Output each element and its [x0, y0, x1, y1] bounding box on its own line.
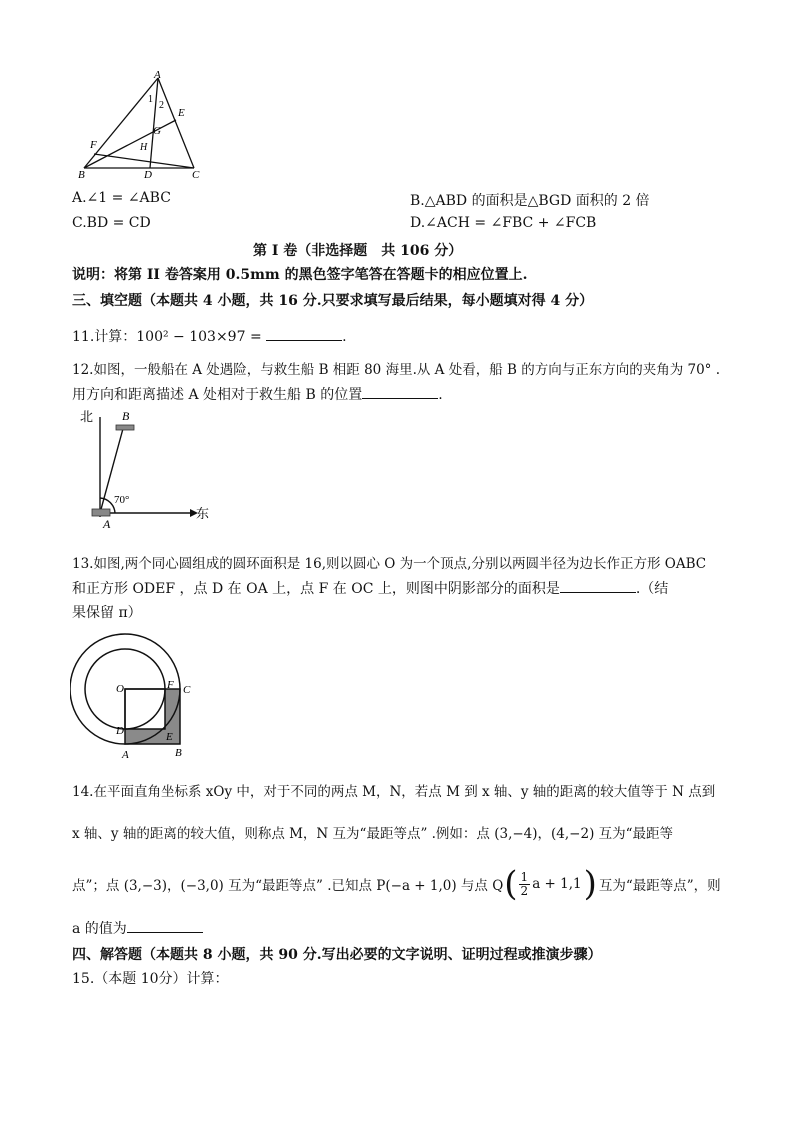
- part3-heading: 三、填空题（本题共 4 小题，共 16 分.只要求填写最后结果，每小题填对得 4 分）: [72, 293, 594, 309]
- q14-line3c: 互为“最距等点”，则: [598, 878, 721, 894]
- label-c: C: [192, 169, 200, 180]
- label-1: 1: [148, 94, 153, 105]
- q12-line1: 12.如图，一般船在 A 处遇险，与救生船 B 相距 80 海里.从 A 处看，船 B 的方向与正东方向的夹角为 70° .: [72, 362, 720, 378]
- section-title: 第 I 卷（非选择题 共 106 分）: [253, 243, 463, 259]
- q11: [72, 326, 347, 346]
- ship-b-marker: [116, 425, 134, 430]
- option-a: A.∠1 = ∠ABC: [72, 190, 171, 206]
- q14-line3b: a + 1,1: [532, 876, 582, 892]
- q13-line2: [72, 578, 668, 598]
- angle-label: 70°: [114, 494, 130, 506]
- label-a: A: [154, 70, 161, 81]
- option-b: B.△ABD 的面积是△BGD 面积的 2 倍: [410, 193, 650, 209]
- ring-figure: [70, 630, 210, 765]
- q15: 15.（本题 10分）计算：: [72, 971, 229, 987]
- q12-line2-text: 用方向和距离描述 A 处相对于救生船 B 的位置: [72, 387, 363, 403]
- q14-line2: x 轴、y 轴的距离的较大值，则称点 M，N 互为“最距等点” .例如：点 (3,−4)，(4,−2) 互为“最距等: [72, 826, 674, 842]
- q13-line2-tail: .（结: [635, 581, 669, 597]
- section-note: 说明：将第 II 卷答案用 0.5mm 的黑色签字笔答在答题卡的相应位置上.: [72, 267, 528, 283]
- q12-line2: [72, 384, 443, 404]
- label-2: 2: [159, 100, 164, 111]
- label-e2: E: [166, 731, 173, 743]
- label-f2: F: [167, 679, 174, 691]
- part4-heading: 四、解答题（本题共 8 小题，共 90 分.写出必要的文字说明、证明过程或推演步骤）: [72, 947, 602, 963]
- q13-line1: 13.如图,两个同心圆组成的圆环面积是 16,则以圆心 O 为一个顶点,分别以两圆半径为边长作正方形 OABC: [72, 556, 707, 572]
- label-f: F: [90, 139, 97, 151]
- q11-text: 11.计算：100² − 103×97 =: [72, 329, 267, 345]
- q14-blank: [127, 918, 203, 933]
- fraction-denominator: 2: [520, 883, 529, 898]
- q14-line3: [72, 864, 721, 904]
- option-d: D.∠ACH = ∠FBC + ∠FCB: [410, 215, 597, 231]
- north-label: 北: [80, 409, 94, 424]
- ship-a-label: A: [103, 517, 111, 530]
- q11-tail: .: [342, 329, 347, 345]
- label-h: H: [140, 142, 148, 153]
- compass-figure: [78, 405, 218, 530]
- paren-right: ): [583, 864, 597, 904]
- q12-tail: .: [438, 387, 443, 403]
- ship-b-label: B: [122, 409, 130, 423]
- paren-left: (: [504, 864, 518, 904]
- q14-line3a: 点”；点 (3,−3)，(−3,0) 互为“最距等点” .已知点 P(−a + 1,0) 与点 Q: [72, 878, 504, 894]
- label-g: G: [153, 125, 161, 137]
- q14-line4-text: a 的值为: [72, 921, 127, 937]
- q13-line2-text: 和正方形 ODEF ，点 D 在 OA 上，点 F 在 OC 上，则图中阴影部分的面积是: [72, 581, 560, 597]
- label-c2: C: [183, 684, 191, 696]
- fraction-numerator: 1: [520, 869, 529, 884]
- q14-line1: 14.在平面直角坐标系 xOy 中，对于不同的两点 M，N，若点 M 到 x 轴、y 轴的距离的较大值等于 N 点到: [72, 784, 716, 800]
- q12-blank: [362, 384, 438, 399]
- q14-line4: [72, 918, 203, 938]
- q11-blank: [266, 326, 342, 341]
- option-c: C.BD = CD: [72, 215, 151, 231]
- label-a2: A: [122, 749, 129, 761]
- fraction: [519, 871, 531, 898]
- label-d: D: [144, 169, 152, 180]
- q13-line3: 果保留 π）: [72, 605, 142, 621]
- label-o: O: [116, 683, 124, 695]
- label-e: E: [178, 107, 185, 119]
- label-d2: D: [116, 725, 124, 737]
- label-b2: B: [175, 747, 182, 759]
- label-b: B: [78, 169, 85, 180]
- ship-a-marker: [92, 509, 110, 516]
- east-label: 东: [196, 506, 210, 521]
- triangle-figure: [70, 70, 210, 180]
- q13-blank: [560, 578, 636, 593]
